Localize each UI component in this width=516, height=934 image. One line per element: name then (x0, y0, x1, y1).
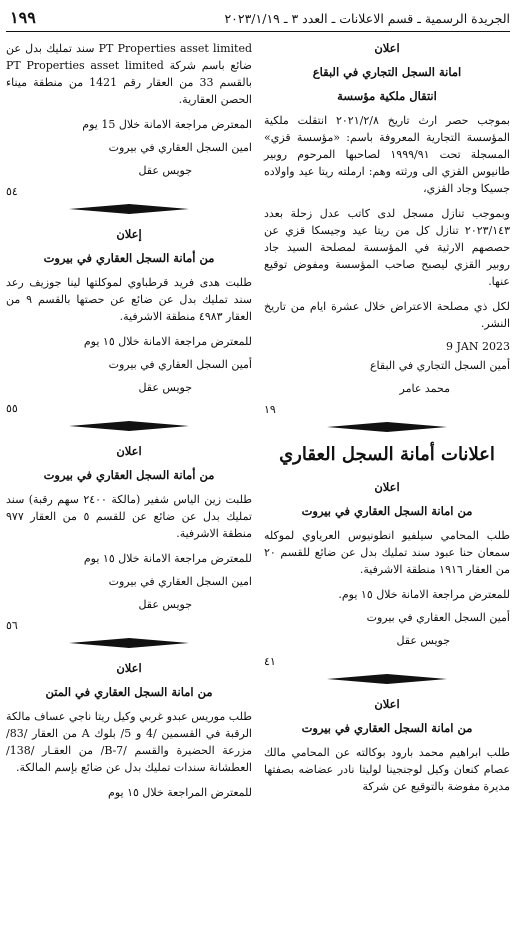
notice-paragraph: وبموجب تنازل مسجل لدى كاتب عدل زحلة بعدد ٢٠٢٣/١٤٣ تنازل كل من ريتا عيد وجيسكا قزي عن حصصهم الارثية في المؤسسة لمصلحة السيد جاد روبير القزي ليصبح صاحب المؤسسة ومفوض توقيع عنها. (264, 207, 510, 288)
notice-label: إعلان (116, 227, 142, 241)
notice-date: 9 JAN 2023 (446, 340, 510, 353)
notice-authority: من أمانة السجل العقاري في بيروت (43, 251, 215, 265)
notice-objection: للمعترض مراجعة الامانة خلال ١٥ يوم. (338, 588, 510, 601)
notice-authority: من أمانة السجل العقاري في بيروت (43, 468, 215, 482)
notice-beirut-1 (264, 479, 510, 668)
notice-objection: المعترض مراجعة الامانة خلال 15 يوم (82, 118, 252, 131)
notice-paragraph: لكل ذي مصلحة الاعتراض خلال عشرة ايام من تاريخ النشر. (264, 300, 510, 330)
page-header (6, 8, 510, 32)
divider-ornament (264, 672, 510, 686)
notice-number: ١٩ (264, 403, 276, 416)
notice-authority: امانة السجل التجاري في البقاع (312, 65, 462, 79)
notice-paragraph: طلب موريس عبدو غربي وكيل ريتا ناجي عساف مالكة الرقبة في القسمين /4 و 5/ بلوك A من العقار /83/ مزرعة الحضيرة والقسم /7-B/ من العقـار /138/ العطشانة سندات تمليك بدل عن ضائع بإسم المالكة. (6, 710, 252, 774)
signer-title: أمين السجل العقاري في بيروت (366, 611, 510, 624)
divider-ornament (6, 636, 252, 650)
notice-number: ٥٥ (6, 402, 18, 415)
signer-title: أمين السجل العقاري في بيروت (108, 358, 252, 371)
signer-title: امين السجل العقاري في بيروت (108, 575, 252, 588)
signer-name: جويس عقل (396, 634, 450, 647)
notice-metn (6, 660, 252, 801)
section-title: اعلانات أمانة السجل العقاري (279, 444, 495, 465)
notice-objection: للمعترض المراجعة خلال ١٥ يوم (108, 786, 252, 799)
notice-beirut-2 (264, 696, 510, 795)
journal-title: الجريدة الرسمية ـ قسم الاعلانات ـ العدد ٣ ـ ٢٠٢٣/١/١٩ (224, 11, 510, 26)
left-column (6, 40, 252, 807)
notice-number: ٤١ (264, 655, 276, 668)
divider-ornament (6, 419, 252, 433)
notice-objection: للمعترض مراجعة الامانة خلال ١٥ يوم (83, 552, 252, 565)
notice-label: اعلان (374, 697, 400, 711)
signer-name: جويس عقل (138, 598, 192, 611)
notice-paragraph: بموجب حصر ارث تاريخ ٢٠٢١/٢/٨ انتقلت ملكية المؤسسة التجارية المعروفة باسم: «مؤسسة قزي» المسجلة تحت ١٩٩٩/٩١ لصاحبها المرحوم روبير طانيوس القزي الى ورثته وهم: ارملته ريتا عيد واولاده جسيكا وجاد القزي، (264, 114, 510, 195)
signer-name: جويس عقل (138, 381, 192, 394)
notice-label: اعلان (374, 41, 400, 55)
right-column (264, 40, 510, 803)
notice-paragraph: طلب ابراهيم محمد بارود بوكالته عن المحامي مالك عصام كنعان وكيل لوجنجينا لوليتا نادر عضاضه بصفتها مديرة مفوضة بالتوقيع عن شركة (264, 746, 510, 793)
notice-commercial-bekaa (264, 40, 510, 416)
page-number: ١٩٩ (10, 8, 36, 27)
notice-subject: انتقال ملكية مؤسسة (337, 89, 437, 103)
signer-name: جويس عقل (138, 164, 192, 177)
notice-beirut-4 (6, 443, 252, 632)
notice-paragraph: طلب المحامي سيلفيو انطونيوس العرياوي لموكله سمعان حنا عبود سند تمليك بدل عن ضائع للقسم ٢٠ من العقار ١٩١٦ منطقة الاشرفية. (264, 529, 510, 576)
notice-paragraph: طلبت زين الياس شفير (مالكة ٢٤٠٠ سهم رقبة) سند تمليك بدل عن ضائع عن للقسم ٥ من العقار ٩٧٧ منطقة الاشرفية. (6, 493, 252, 540)
notice-number: ٥٤ (6, 185, 18, 198)
signer-title: أمين السجل التجاري في البقاع (369, 359, 510, 372)
notice-authority: من امانة السجل العقاري في بيروت (301, 721, 473, 735)
notice-number: ٥٦ (6, 619, 18, 632)
notice-paragraph: PT Properties asset limited سند تمليك بدل عن ضائع باسم شركة PT Properties asset limited بالقسم 33 من العقار رقم 1421 من منطقة ميناء الحصن العقارية. (6, 42, 253, 106)
notice-authority: من امانة السجل العقاري في بيروت (301, 504, 473, 518)
notice-label: اعلان (116, 661, 142, 675)
notice-continued (6, 40, 252, 198)
divider-ornament (6, 202, 252, 216)
notice-label: اعلان (374, 480, 400, 494)
notice-authority: من امانة السجل العقاري في المتن (45, 685, 213, 699)
notice-paragraph: طلبت هدى فريد قرطباوي لموكلتها لينا جوزيف رعد سند تمليك بدل عن ضائع عن حصتها بالقسم ٩ من العقار ٤٩٨٣ منطقة الاشرفية. (6, 276, 252, 323)
notice-beirut-3 (6, 226, 252, 415)
divider-ornament (264, 420, 510, 434)
signer-title: امين السجل العقاري في بيروت (108, 141, 252, 154)
signer-name: محمد عامر (399, 382, 450, 395)
notice-objection: للمعترض مراجعة الامانة خلال ١٥ يوم (83, 335, 252, 348)
notice-label: اعلان (116, 444, 142, 458)
